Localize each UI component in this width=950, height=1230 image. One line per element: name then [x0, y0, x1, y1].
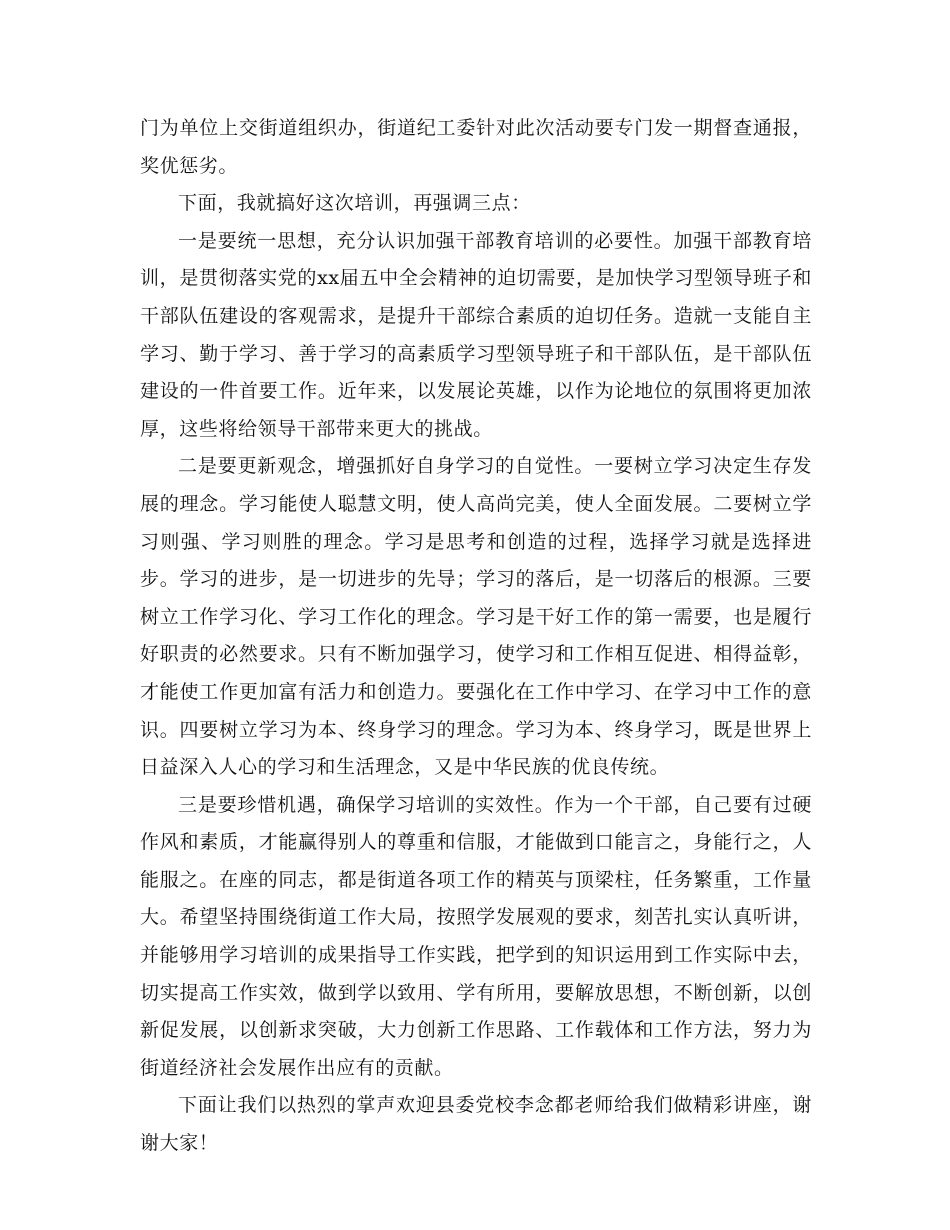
- document-page: [140, 110, 812, 1163]
- paragraph-6: 下面让我们以热烈的掌声欢迎县委党校李念都老师给我们做精彩讲座，谢谢大家！: [140, 1094, 812, 1155]
- paragraph-3: 一是要统一思想，充分认识加强干部教育培训的必要性。加强干部教育培训，是贯彻落实党的xx届五中全会精神的迫切需要，是加快学习型领导班子和干部队伍建设的客观需求，是提升干部综合素质的迫切任务。造就一支能自主学习、勤于学习、善于学习的高素质学习型领导班子和干部队伍，是干部队伍建设的一件首要工作。近年来，以发展论英雄，以作为论地位的氛围将更加浓厚，这些将给领导干部带来更大的挑战。: [140, 229, 812, 440]
- paragraph-1: 门为单位上交街道组织办，街道纪工委针对此次活动要专门发一期督查通报，奖优惩劣。: [140, 117, 812, 177]
- paragraph-2: 下面，我就搞好这次培训，再强调三点：: [178, 192, 531, 215]
- paragraph-4: 二是要更新观念，增强抓好自身学习的自觉性。一要树立学习决定生存发展的理念。学习能使人聪慧文明，使人高尚完美，使人全面发展。二要树立学习则强、学习则胜的理念。学习是思考和创造的过程，选择学习就是选择进步。学习的进步，是一切进步的先导；学习的落后，是一切落后的根源。三要树立工作学习化、学习工作化的理念。学习是干好工作的第一需要，也是履行好职责的必然要求。只有不断加强学习，使学习和工作相互促进、相得益彰，才能使工作更加富有活力和创造力。要强化在工作中学习、在学习中工作的意识。四要树立学习为本、终身学习的理念。学习为本、终身学习，既是世界上日益深入人心的学习和生活理念，又是中华民族的优良传统。: [140, 455, 812, 779]
- paragraph-5: 三是要珍惜机遇，确保学习培训的实效性。作为一个干部，自己要有过硬作风和素质，才能赢得别人的尊重和信服，才能做到口能言之，身能行之，人能服之。在座的同志，都是街道各项工作的精英与顶梁柱，任务繁重，工作量大。希望坚持围绕街道工作大局，按照学发展观的要求，刻苦扎实认真听讲，并能够用学习培训的成果指导工作实践，把学到的知识运用到工作实际中去，切实提高工作实效，做到学以致用、学有所用，要解放思想，不断创新，以创新促发展，以创新求突破，大力创新工作思路、工作载体和工作方法，努力为街道经济社会发展作出应有的贡献。: [140, 793, 812, 1079]
